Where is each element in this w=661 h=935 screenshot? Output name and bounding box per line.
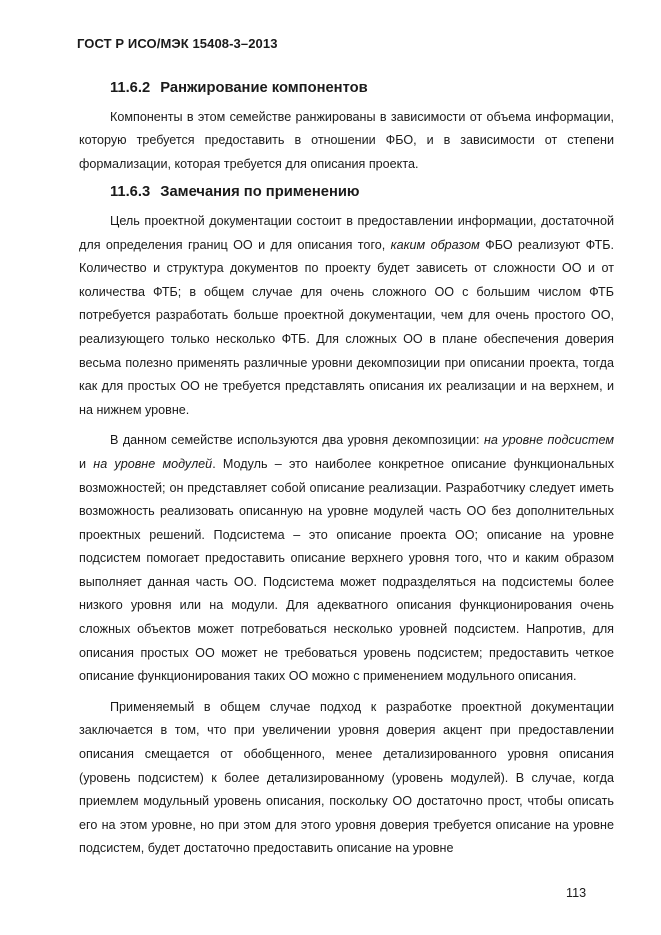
paragraph-decomposition-levels bbox=[79, 429, 614, 689]
paragraph-general-approach: Применяемый в общем случае подход к разработке проектной документации заключается в том, что при увеличении уровня доверия акцент при предоставлении описания смещается от обобщенного, менее детализированного уровня описания (уровень подсистем) к более детализированному (уровень модулей). В случае, когда приемлем модульный уровень описания, поскольку ОО достаточно прост, чтобы описать его на этом уровне, но при этом для этого уровня доверия требуется описание на уровне подсистем, будет достаточно предоставить описание на уровне bbox=[79, 699, 614, 856]
section-title: Замечания по применению bbox=[160, 184, 360, 201]
emphasis-text: на уровне модулей bbox=[93, 456, 213, 471]
text-run: и bbox=[79, 456, 94, 471]
text-run: ФБО реализуют ФТБ. Количество и структура документов по проекту будет зависеть от сложности ОО и от количества ФТБ; в общем случае для очень сложного ОО с большим числом ФТБ потребуется разработать больше проектной документации, чем для очень простого ОО, реализующего только несколько ФТБ. Для сложных ОО в плане обеспечения доверия весьма полезно применять различные уровни декомпозиции при описании проекта, тогда как для простых ОО не требуется представлять описания их реализации и на верхнем, и на нижнем уровне. bbox=[79, 237, 614, 417]
emphasis-text: каким образом bbox=[390, 237, 480, 252]
section-number: 11.6.3 bbox=[110, 184, 151, 201]
text-run: . Модуль – это наиболее конкретное описание функциональных возможностей; он представляет собой описание реализации. Разработчику следует иметь возможность реализовать описанную на уровне модулей часть ОО без дополнительных проектных решений. Подсистема – это описание проекта ОО; описание на уровне подсистем помогает предоставить описание верхнего уровня того, что и каким образом выполняет данная часть ОО. Подсистема может подразделяться на подсистемы более низкого уровня или на модули. Для адекватного описания функционирования очень сложных объектов может потребоваться несколько уровней подсистем. Напротив, для описания простых ОО может не требоваться уровень подсистем; предоставить четкое описание функционирования таких ОО можно с применением модульного описания. bbox=[79, 456, 615, 684]
section-number: 11.6.2 bbox=[110, 80, 151, 96]
section-heading-11-6-2 bbox=[79, 77, 614, 101]
page-number: 113 bbox=[566, 886, 587, 900]
section-title: Ранжирование компонентов bbox=[160, 80, 368, 96]
text-run: В данном семействе используются два уровня декомпозиции: bbox=[110, 433, 484, 448]
document-header: ГОСТ Р ИСО/МЭК 15408-3–2013 bbox=[77, 36, 278, 51]
paragraph-ranking: Компоненты в этом семействе ранжированы в зависимости от объема информации, которую требуется предоставить в отношении ФБО, и в зависимости от степени формализации, которая требуется для описания проекта. bbox=[79, 109, 614, 171]
page-body bbox=[79, 77, 614, 861]
paragraph-design-docs-purpose bbox=[79, 210, 614, 422]
section-heading-11-6-3 bbox=[79, 181, 614, 205]
text-run: Цель проектной документации состоит в предоставлении информации, достаточной для определения границ ОО и для описания того, bbox=[79, 213, 614, 252]
emphasis-text: на уровне подсистем bbox=[483, 433, 614, 448]
